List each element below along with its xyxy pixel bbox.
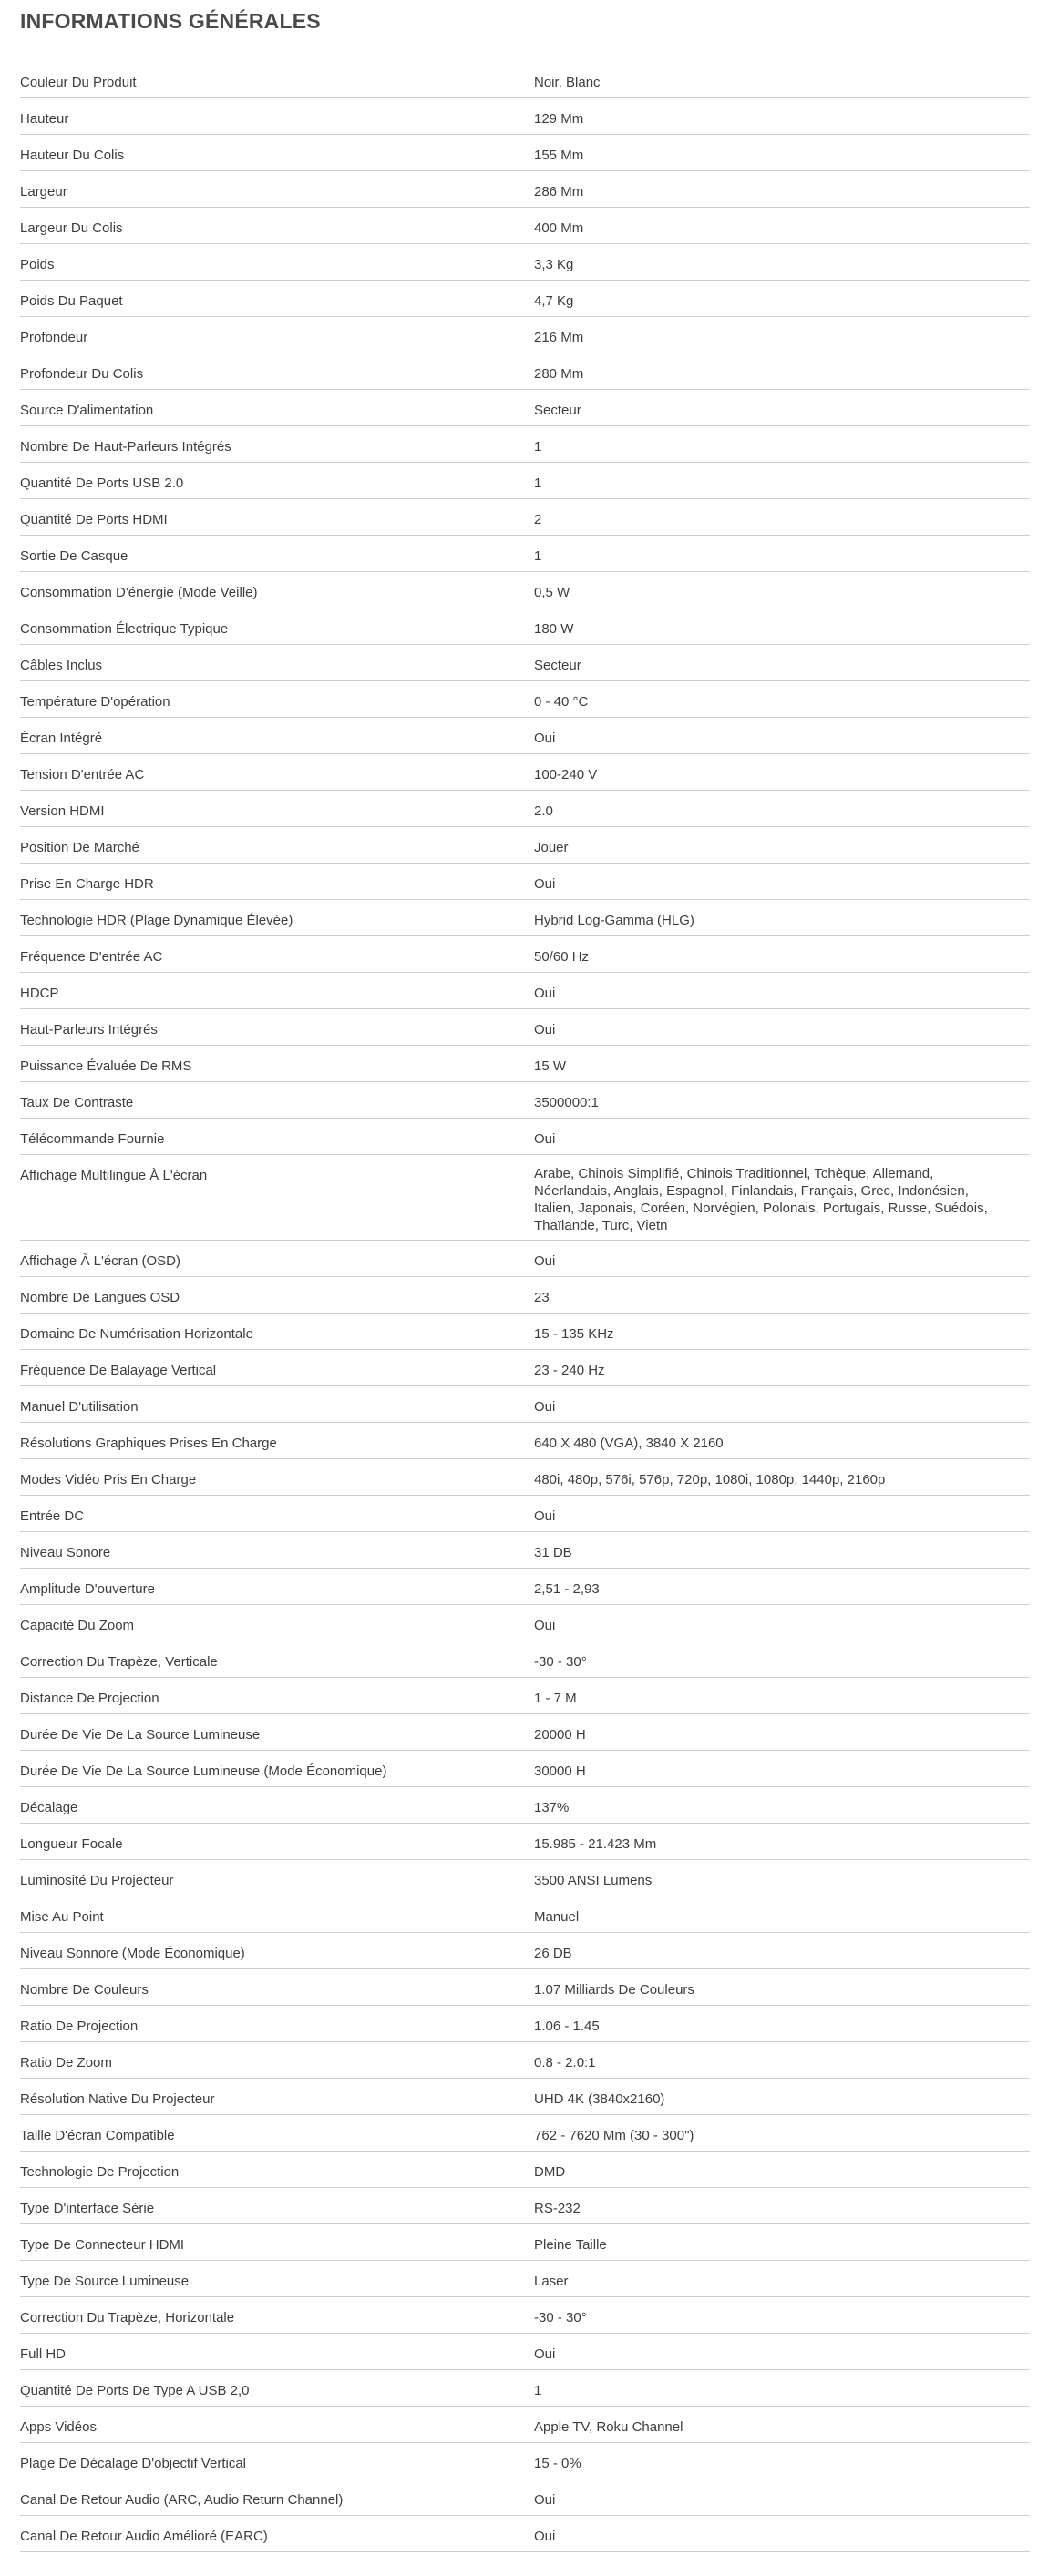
spec-value: 2.0 (534, 803, 553, 819)
spec-label: Ratio De Projection (20, 2019, 139, 2034)
spec-label: Amplitude D'ouverture (20, 1581, 155, 1597)
spec-value: 15.985 - 21.423 Mm (534, 1836, 657, 1852)
spec-row (20, 1860, 1030, 1896)
spec-value: Oui (534, 1022, 556, 1038)
spec-row (20, 208, 1030, 244)
spec-row (20, 1314, 1030, 1350)
spec-label: Domaine De Numérisation Horizontale (20, 1326, 253, 1342)
spec-label: Puissance Évaluée De RMS (20, 1058, 192, 1074)
spec-value: Oui (534, 1131, 556, 1147)
spec-value: 15 - 135 KHz (534, 1326, 614, 1342)
spec-row (20, 1277, 1030, 1314)
spec-value: Secteur (534, 403, 581, 418)
spec-row (20, 973, 1030, 1009)
spec-label: Modes Vidéo Pris En Charge (20, 1472, 197, 1487)
spec-label: Sortie De Casque (20, 548, 128, 564)
spec-table (20, 62, 1030, 2552)
spec-row (20, 353, 1030, 390)
spec-row (20, 135, 1030, 171)
spec-row (20, 463, 1030, 499)
spec-value: 1 (534, 475, 542, 491)
spec-value: 280 Mm (534, 366, 584, 382)
spec-row (20, 390, 1030, 426)
section-title: INFORMATIONS GÉNÉRALES (20, 9, 321, 33)
spec-label: Prise En Charge HDR (20, 876, 154, 892)
specs-section (20, 0, 1030, 2552)
spec-label: Hauteur (20, 111, 69, 127)
spec-label: Température D'opération (20, 694, 170, 710)
spec-value: 762 - 7620 Mm (30 - 300") (534, 2128, 694, 2143)
spec-row (20, 1386, 1030, 1423)
spec-label: Affichage Multilingue À L'écran (20, 1168, 208, 1183)
spec-label: Poids (20, 257, 55, 272)
spec-value: 31 DB (534, 1545, 572, 1560)
spec-row (20, 1009, 1030, 1046)
spec-value: DMD (534, 2164, 566, 2180)
spec-label: Technologie HDR (Plage Dynamique Élevée) (20, 913, 293, 928)
spec-label: Canal De Retour Audio (ARC, Audio Return Channel) (20, 2492, 344, 2508)
spec-row (20, 1824, 1030, 1860)
spec-label: Nombre De Couleurs (20, 1982, 149, 1998)
spec-row (20, 536, 1030, 572)
spec-value: Oui (534, 731, 556, 746)
spec-value: Pleine Taille (534, 2237, 607, 2253)
spec-label: Durée De Vie De La Source Lumineuse (Mode Économique) (20, 1763, 387, 1779)
spec-value: 15 - 0% (534, 2456, 581, 2471)
spec-label: Plage De Décalage D'objectif Vertical (20, 2456, 246, 2471)
spec-row (20, 62, 1030, 98)
spec-value: Oui (534, 2529, 556, 2544)
spec-label: Nombre De Haut-Parleurs Intégrés (20, 439, 231, 455)
spec-value: Oui (534, 1253, 556, 1269)
spec-label: Type De Connecteur HDMI (20, 2237, 185, 2253)
spec-value: 0,5 W (534, 585, 570, 600)
spec-value: Hybrid Log-Gamma (HLG) (534, 913, 694, 928)
spec-value: 129 Mm (534, 111, 584, 127)
spec-value: 100-240 V (534, 767, 598, 782)
spec-value: 20000 H (534, 1727, 586, 1743)
spec-value: 4,7 Kg (534, 293, 574, 309)
spec-label: Luminosité Du Projecteur (20, 1873, 174, 1888)
spec-value: Oui (534, 2346, 556, 2362)
spec-row (20, 1678, 1030, 1714)
spec-label: Poids Du Paquet (20, 293, 123, 309)
spec-label: Hauteur Du Colis (20, 148, 125, 163)
spec-label: Technologie De Projection (20, 2164, 180, 2180)
spec-row (20, 2443, 1030, 2479)
title-spacer (20, 42, 1030, 62)
spec-label: Tension D'entrée AC (20, 767, 145, 782)
spec-label: Niveau Sonnore (Mode Économique) (20, 1946, 245, 1961)
spec-row (20, 608, 1030, 645)
spec-row (20, 2115, 1030, 2152)
spec-row (20, 1933, 1030, 1969)
spec-row (20, 718, 1030, 754)
spec-row (20, 1641, 1030, 1678)
spec-label: Consommation Électrique Typique (20, 621, 229, 637)
spec-label: Taux De Contraste (20, 1095, 134, 1110)
spec-row (20, 900, 1030, 936)
spec-value: 0 - 40 °C (534, 694, 589, 710)
spec-row (20, 1241, 1030, 1277)
spec-row (20, 2370, 1030, 2407)
spec-row (20, 1751, 1030, 1787)
spec-value: Noir, Blanc (534, 75, 601, 90)
spec-row (20, 2516, 1030, 2552)
spec-row (20, 1423, 1030, 1459)
spec-row (20, 936, 1030, 973)
spec-value: Oui (534, 986, 556, 1001)
spec-value: 400 Mm (534, 220, 584, 236)
spec-row (20, 2152, 1030, 2188)
spec-value: -30 - 30° (534, 2310, 587, 2326)
spec-value: 286 Mm (534, 184, 584, 199)
spec-label: Profondeur (20, 330, 88, 345)
spec-row (20, 1459, 1030, 1496)
spec-row (20, 2079, 1030, 2115)
spec-row (20, 572, 1030, 608)
spec-value: RS-232 (534, 2201, 581, 2216)
spec-row (20, 1155, 1030, 1241)
spec-value: Oui (534, 876, 556, 892)
spec-row (20, 1046, 1030, 1082)
spec-value: 30000 H (534, 1763, 586, 1779)
spec-label: Fréquence De Balayage Vertical (20, 1363, 217, 1378)
spec-row (20, 645, 1030, 681)
spec-label: Affichage À L'écran (OSD) (20, 1253, 181, 1269)
spec-label: Source D'alimentation (20, 403, 154, 418)
spec-value: Manuel (534, 1909, 580, 1925)
spec-value: Apple TV, Roku Channel (534, 2419, 683, 2435)
spec-row (20, 2042, 1030, 2079)
spec-value: 480i, 480p, 576i, 576p, 720p, 1080i, 1080p, 1440p, 2160p (534, 1472, 886, 1487)
spec-row (20, 791, 1030, 827)
spec-value: Secteur (534, 658, 581, 673)
spec-row (20, 1532, 1030, 1569)
spec-label: Décalage (20, 1800, 78, 1815)
spec-label: Largeur (20, 184, 67, 199)
spec-label: Version HDMI (20, 803, 105, 819)
spec-value: 1.06 - 1.45 (534, 2019, 600, 2034)
spec-row (20, 2188, 1030, 2224)
spec-value: Laser (534, 2274, 569, 2289)
spec-value: 1 (534, 548, 542, 564)
spec-value: 2,51 - 2,93 (534, 1581, 600, 1597)
spec-row (20, 1350, 1030, 1386)
spec-value: 50/60 Hz (534, 949, 590, 965)
spec-row (20, 281, 1030, 317)
spec-label: Quantité De Ports USB 2.0 (20, 475, 184, 491)
spec-row (20, 2224, 1030, 2261)
spec-value: Jouer (534, 840, 569, 855)
spec-label: Écran Intégré (20, 731, 103, 746)
spec-value: 137% (534, 1800, 570, 1815)
spec-value: 15 W (534, 1058, 567, 1074)
spec-row (20, 2297, 1030, 2334)
spec-value: 3500000:1 (534, 1095, 599, 1110)
spec-row (20, 98, 1030, 135)
spec-value: UHD 4K (3840x2160) (534, 2091, 665, 2107)
spec-label: Type De Source Lumineuse (20, 2274, 190, 2289)
spec-label: Apps Vidéos (20, 2419, 97, 2435)
spec-value: 155 Mm (534, 148, 584, 163)
spec-value: 0.8 - 2.0:1 (534, 2055, 596, 2070)
spec-label: Durée De Vie De La Source Lumineuse (20, 1727, 261, 1743)
spec-label: HDCP (20, 986, 59, 1001)
spec-label: Largeur Du Colis (20, 220, 123, 236)
spec-label: Résolutions Graphiques Prises En Charge (20, 1436, 277, 1451)
spec-label: Quantité De Ports De Type A USB 2,0 (20, 2383, 250, 2398)
spec-row (20, 499, 1030, 536)
spec-label: Entrée DC (20, 1508, 85, 1524)
spec-value: 23 (534, 1290, 550, 1305)
spec-label: Fréquence D'entrée AC (20, 949, 163, 965)
spec-label: Consommation D'énergie (Mode Veille) (20, 585, 258, 600)
spec-value: 26 DB (534, 1946, 572, 1961)
spec-value: 23 - 240 Hz (534, 1363, 605, 1378)
spec-label: Télécommande Fournie (20, 1131, 165, 1147)
spec-row (20, 2006, 1030, 2042)
spec-row (20, 426, 1030, 463)
spec-row (20, 1787, 1030, 1824)
spec-label: Longueur Focale (20, 1836, 123, 1852)
spec-row (20, 1119, 1030, 1155)
spec-row (20, 2479, 1030, 2516)
spec-row (20, 681, 1030, 718)
spec-row (20, 2261, 1030, 2297)
spec-label: Câbles Inclus (20, 658, 103, 673)
spec-label: Capacité Du Zoom (20, 1618, 135, 1633)
spec-row (20, 1082, 1030, 1119)
spec-row (20, 2407, 1030, 2443)
spec-label: Ratio De Zoom (20, 2055, 112, 2070)
spec-value: Oui (534, 2492, 556, 2508)
spec-label: Canal De Retour Audio Amélioré (EARC) (20, 2529, 268, 2544)
spec-row (20, 864, 1030, 900)
spec-row (20, 754, 1030, 791)
spec-value: Oui (534, 1399, 556, 1415)
spec-row (20, 1896, 1030, 1933)
spec-value: 640 X 480 (VGA), 3840 X 2160 (534, 1436, 724, 1451)
spec-row (20, 827, 1030, 864)
spec-label: Correction Du Trapèze, Horizontale (20, 2310, 235, 2326)
spec-label: Quantité De Ports HDMI (20, 512, 168, 527)
spec-value: 216 Mm (534, 330, 584, 345)
spec-label: Type D'interface Série (20, 2201, 155, 2216)
spec-value: -30 - 30° (534, 1654, 587, 1670)
spec-label: Nombre De Langues OSD (20, 1290, 180, 1305)
spec-label: Manuel D'utilisation (20, 1399, 139, 1415)
spec-label: Position De Marché (20, 840, 139, 855)
spec-value: 1 (534, 2383, 542, 2398)
spec-value: 1.07 Milliards De Couleurs (534, 1982, 694, 1998)
spec-value: 3,3 Kg (534, 257, 574, 272)
spec-row (20, 1969, 1030, 2006)
spec-label: Full HD (20, 2346, 67, 2362)
spec-label: Résolution Native Du Projecteur (20, 2091, 215, 2107)
spec-row (20, 1496, 1030, 1532)
spec-value: 2 (534, 512, 542, 527)
spec-value: 1 - 7 M (534, 1691, 577, 1706)
spec-label: Couleur Du Produit (20, 75, 137, 90)
spec-row (20, 1605, 1030, 1641)
spec-row (20, 1569, 1030, 1605)
spec-label: Mise Au Point (20, 1909, 104, 1925)
spec-value: 3500 ANSI Lumens (534, 1873, 653, 1888)
spec-label: Taille D'écran Compatible (20, 2128, 175, 2143)
spec-label: Haut-Parleurs Intégrés (20, 1022, 158, 1038)
spec-value: 180 W (534, 621, 574, 637)
spec-row (20, 244, 1030, 281)
spec-row (20, 2334, 1030, 2370)
spec-label: Profondeur Du Colis (20, 366, 144, 382)
spec-label: Niveau Sonore (20, 1545, 111, 1560)
spec-value: Arabe, Chinois Simplifié, Chinois Traditionnel, Tchèque, Allemand, Néerlandais, Anglais, Espagnol, Finlandais, Français, Grec, Indonésien, Italien, Japonais, Coréen, Norvégien, Polonais, Portugais, Russe, Suédois, Thaïlande, Turc, Vietn (534, 1166, 988, 1233)
spec-row (20, 1714, 1030, 1751)
spec-label: Correction Du Trapèze, Verticale (20, 1654, 218, 1670)
spec-value: Oui (534, 1508, 556, 1524)
spec-label: Distance De Projection (20, 1691, 159, 1706)
spec-value: Oui (534, 1618, 556, 1633)
spec-row (20, 317, 1030, 353)
spec-row (20, 171, 1030, 208)
spec-value: 1 (534, 439, 542, 455)
